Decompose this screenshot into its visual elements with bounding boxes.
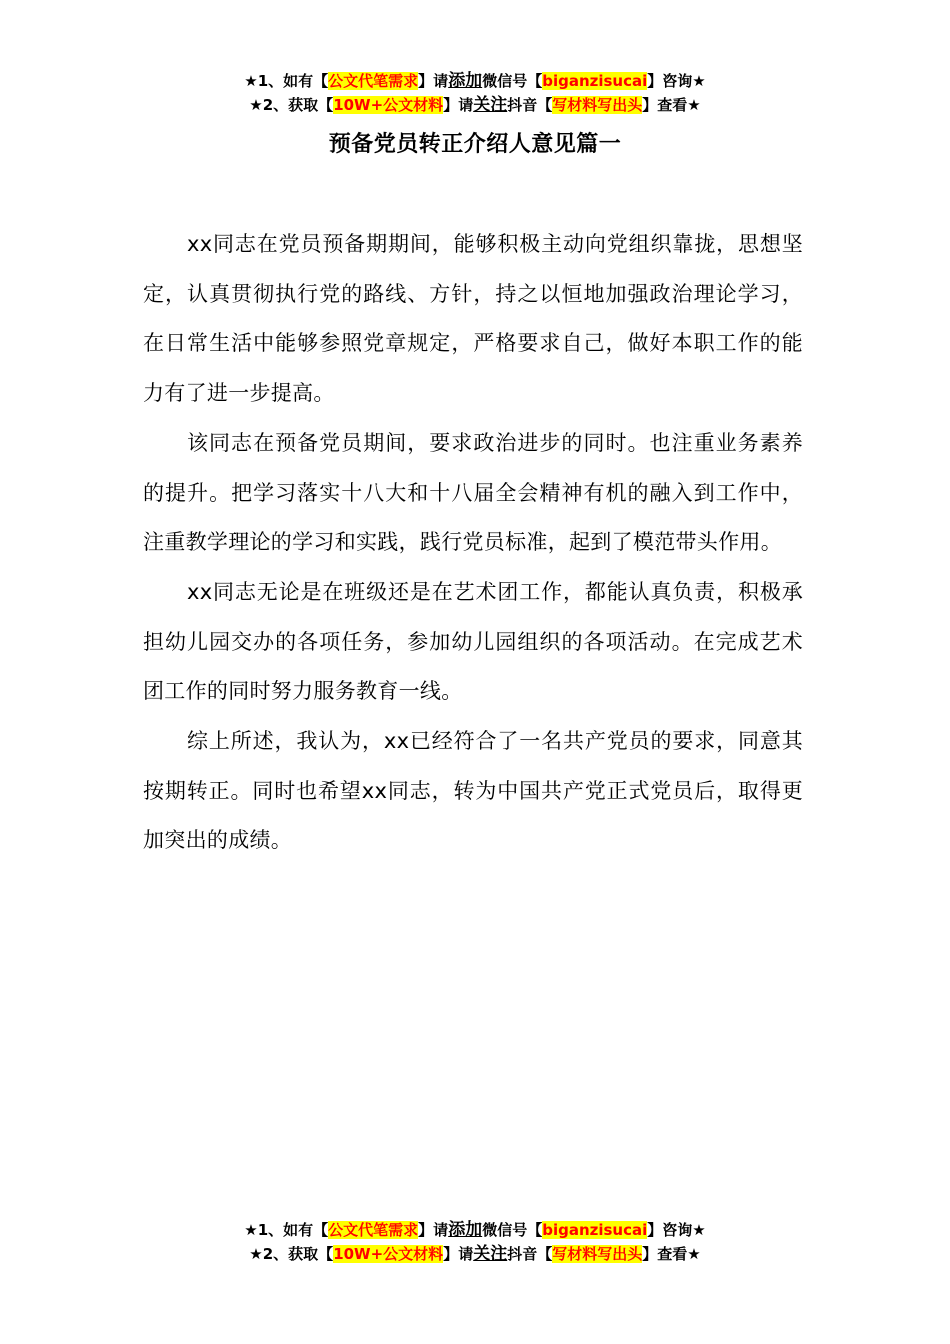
footer-ad-banner bbox=[0, 1218, 950, 1266]
paragraph: 综上所述，我认为，xx已经符合了一名共产党员的要求，同意其按期转正。同时也希望xx同志，转为中国共产党正式党员后，取得更加突出的成绩。 bbox=[143, 729, 803, 853]
ad-highlight-materials: 10W+公文材料 bbox=[333, 96, 444, 114]
ad-highlight-materials: 10W+公文材料 bbox=[333, 1245, 444, 1263]
ad-underline-add: 添加 bbox=[448, 71, 483, 91]
paragraph: 该同志在预备党员期间，要求政治进步的同时。也注重业务素养的提升。把学习落实十八大和十八届全会精神有机的融入到工作中，注重教学理论的学习和实践，践行党员标准，起到了模范带头作用。 bbox=[143, 430, 803, 555]
ad-highlight-wechat-id: biganzisucai bbox=[542, 72, 648, 90]
ad-highlight-douyin-id: 写材料写出头 bbox=[552, 1245, 643, 1263]
ad-highlight-wechat-id: biganzisucai bbox=[542, 1221, 648, 1239]
paragraph: xx同志无论是在班级还是在艺术团工作，都能认真负责，积极承担幼儿园交办的各项任务，参加幼儿园组织的各项活动。在完成艺术团工作的同时努力服务教育一线。 bbox=[143, 579, 803, 704]
ad-underline-follow: 关注 bbox=[473, 1244, 508, 1264]
ad-line-1: ★1、如有【公文代笔需求】请添加微信号【biganzisucai】咨询★ bbox=[244, 71, 706, 91]
ad-highlight-douyin-id: 写材料写出头 bbox=[552, 96, 643, 114]
ad-highlight-service: 公文代笔需求 bbox=[328, 1221, 419, 1239]
ad-line-2: ★2、获取【10W+公文材料】请关注抖音【写材料写出头】查看★ bbox=[249, 95, 701, 115]
document-title: 预备党员转正介绍人意见篇一 bbox=[328, 132, 622, 157]
ad-line-1: ★1、如有【公文代笔需求】请添加微信号【biganzisucai】咨询★ bbox=[244, 1220, 706, 1240]
ad-underline-follow: 关注 bbox=[473, 95, 508, 115]
ad-line-2: ★2、获取【10W+公文材料】请关注抖音【写材料写出头】查看★ bbox=[249, 1244, 701, 1264]
header-ad-banner bbox=[0, 69, 950, 117]
paragraph: xx同志在党员预备期期间，能够积极主动向党组织靠拢，思想坚定，认真贯彻执行党的路线、方针，持之以恒地加强政治理论学习，在日常生活中能够参照党章规定，严格要求自己，做好本职工作的能力有了进一步提高。 bbox=[143, 232, 803, 406]
ad-underline-add: 添加 bbox=[448, 1220, 483, 1240]
document-body bbox=[143, 220, 803, 866]
ad-highlight-service: 公文代笔需求 bbox=[328, 72, 419, 90]
